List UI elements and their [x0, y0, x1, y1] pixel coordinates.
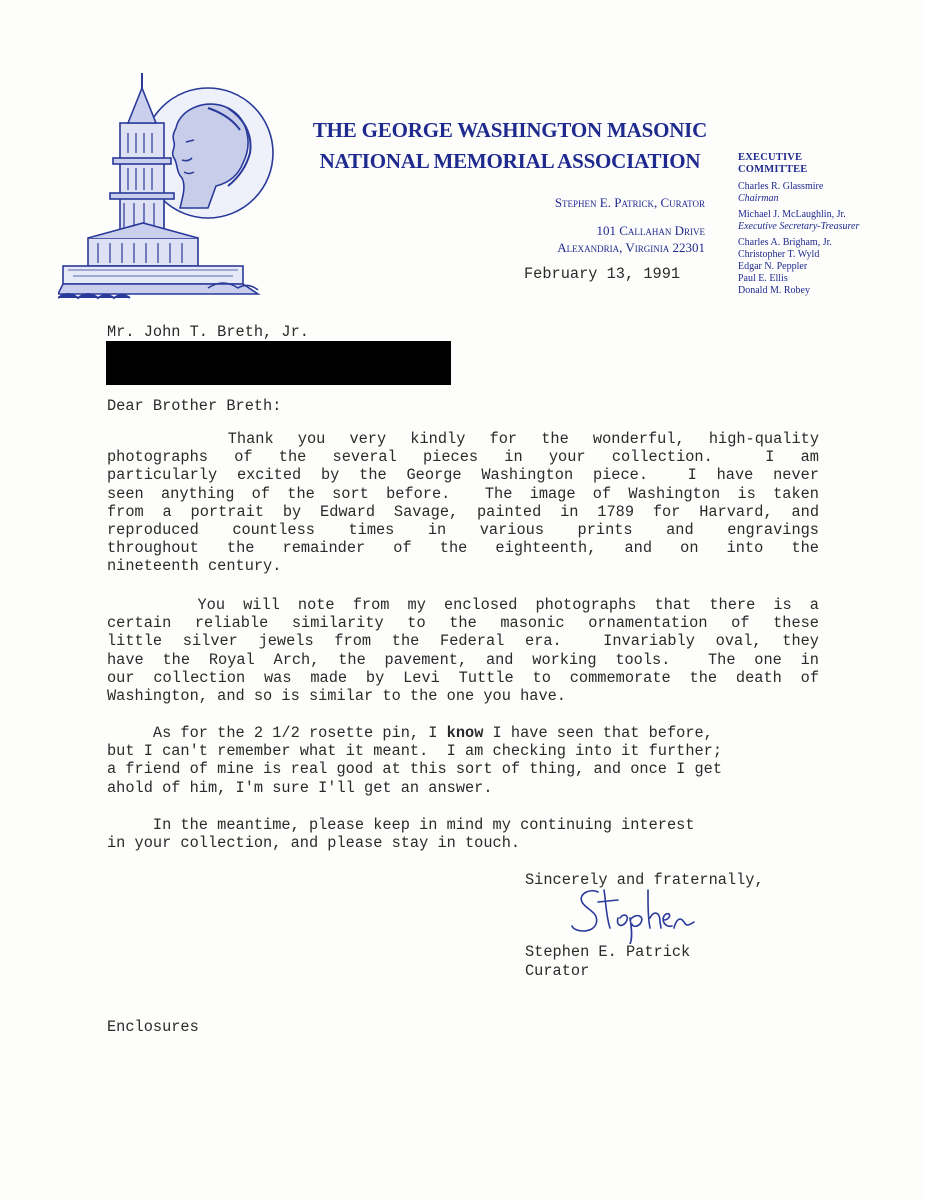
- paragraph-line: reproduced countless times in various prints and engravings: [107, 521, 819, 540]
- redacted-address-block: [106, 341, 451, 385]
- paragraph-line: Washington, and so is similar to the one you have.: [107, 687, 566, 706]
- paragraph-line: Thank you very kindly for the wonderful, high-quality: [107, 430, 819, 448]
- org-name-line-1: THE GEORGE WASHINGTON MASONIC: [312, 118, 708, 142]
- address-line-1: 101 Callahan Drive: [596, 223, 705, 238]
- paragraph-line: ahold of him, I'm sure I'll get an answer.: [107, 778, 493, 797]
- committee-member-name: Michael J. McLaughlin, Jr.: [738, 209, 846, 220]
- executive-committee: [738, 152, 918, 297]
- committee-member-name: Donald M. Robey: [738, 285, 810, 296]
- organization-name: [300, 115, 720, 177]
- committee-member-name: Christopher T. Wyld: [738, 249, 820, 260]
- org-name-line-2: NATIONAL MEMORIAL ASSOCIATION: [319, 149, 701, 173]
- body-paragraph-2: [107, 596, 819, 705]
- paragraph-line: particularly excited by the George Washington piece. I have never: [107, 466, 819, 485]
- emphasized-word: know: [446, 724, 484, 742]
- paragraph-line: in your collection, and please stay in touch.: [107, 834, 521, 853]
- text-segment: I have seen that before,: [483, 724, 713, 742]
- paragraph-line: but I can't remember what it meant. I am checking into it further;: [107, 742, 723, 761]
- paragraph-line: You will note from my enclosed photographs that there is a: [107, 596, 819, 614]
- enclosures-note: Enclosures: [107, 1018, 199, 1036]
- committee-member-role: Executive Secretary-Treasurer: [738, 221, 860, 232]
- paragraph-line: [107, 724, 819, 742]
- addressee-name: Mr. John T. Breth, Jr.: [107, 323, 309, 341]
- signer-title: Curator: [525, 962, 590, 980]
- paragraph-line: In the meantime, please keep in mind my continuing interest: [107, 816, 695, 834]
- paragraph-line: from a portrait by Edward Savage, painted in 1789 for Harvard, and: [107, 502, 819, 521]
- body-paragraph-1: [107, 430, 819, 576]
- heading-line-1: EXECUTIVE: [738, 152, 803, 163]
- paragraph-line: seen anything of the sort before. The image of Washington is taken: [107, 484, 819, 503]
- curator-line: Stephen E. Patrick, Curator: [554, 195, 705, 210]
- paragraph-line: our collection was made by Levi Tuttle to commemorate the death of: [107, 668, 819, 687]
- address-line-2: Alexandria, Virginia 22301: [557, 240, 705, 255]
- paragraph-line: a friend of mine is real good at this sort of thing, and once I get: [107, 760, 723, 779]
- handwritten-signature: [560, 882, 710, 944]
- committee-member-name: Charles A. Brigham, Jr.: [738, 237, 832, 248]
- curator-address-block: [480, 194, 705, 256]
- letter-date: February 13, 1991: [524, 265, 681, 283]
- heading-line-2: COMMITTEE: [738, 164, 808, 175]
- salutation: Dear Brother Breth:: [107, 397, 282, 415]
- committee-member-name: Paul E. Ellis: [738, 273, 788, 284]
- signer-name: Stephen E. Patrick: [525, 943, 691, 961]
- executive-committee-heading: [738, 152, 918, 176]
- text-segment: As for the 2 1/2 rosette pin, I: [107, 724, 447, 742]
- memorial-logo-icon: [58, 68, 286, 318]
- paragraph-line: certain reliable similarity to the masonic ornamentation of these: [107, 614, 819, 633]
- paragraph-line: little silver jewels from the Federal era. Invariably oval, they: [107, 632, 819, 651]
- paragraph-line: nineteenth century.: [107, 557, 282, 576]
- committee-member-name: Edgar N. Peppler: [738, 261, 808, 272]
- paragraph-line: throughout the remainder of the eighteenth, and on into the: [107, 539, 819, 558]
- committee-member-name: Charles R. Glassmire: [738, 181, 824, 192]
- committee-member-role: Chairman: [738, 193, 779, 204]
- body-paragraph-4: [107, 816, 819, 852]
- paragraph-line: have the Royal Arch, the pavement, and working tools. The one in: [107, 650, 819, 669]
- closing: Sincerely and fraternally,: [525, 871, 764, 889]
- body-paragraph-3: [107, 724, 819, 797]
- paragraph-line: photographs of the several pieces in your collection. I am: [107, 448, 819, 467]
